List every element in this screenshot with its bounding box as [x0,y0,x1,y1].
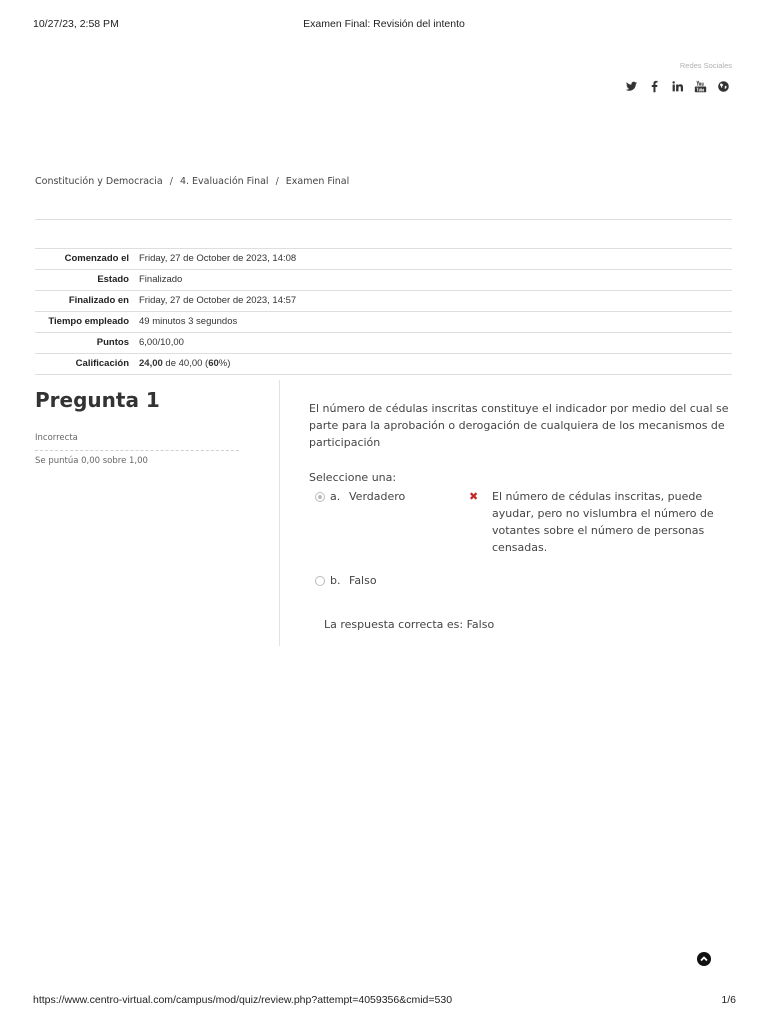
summary-label: Finalizado en [68,295,129,306]
summary-row-started [35,249,732,270]
summary-label: Puntos [96,337,129,348]
summary-label: Estado [97,274,129,285]
answer-prompt: Seleccione una: [309,471,397,484]
right-answer: La respuesta correcta es: Falso [324,618,495,631]
social-label: Redes Sociales [679,61,732,70]
incorrect-icon: ✖ [469,490,479,503]
divider [35,219,732,220]
question-grade: Se puntúa 0,00 sobre 1,00 [35,456,148,466]
social-icons [625,78,730,94]
question-content [309,400,733,633]
option-feedback: El número de cédulas inscritas, puede ayudar, pero no vislumbra el número de votantes sobre el número de personas censadas. [492,490,714,554]
facebook-icon[interactable] [648,80,661,93]
answer-option-b[interactable] [309,572,733,616]
breadcrumb-separator: / [275,176,279,187]
breadcrumb-item-section[interactable]: 4. Evaluación Final [179,176,269,187]
summary-row-finished [35,291,732,312]
page-number: 1/6 [721,994,736,1006]
summary-row-grade [35,354,732,375]
radio-option-a[interactable] [315,492,325,502]
option-letter: b. [330,574,341,587]
summary-value [137,354,732,375]
breadcrumb-item-course[interactable]: Constitución y Democracia [35,176,163,187]
summary-row-points [35,333,732,354]
option-text: Verdadero [349,490,406,503]
summary-value: Finalizado [139,274,183,285]
summary-value: 49 minutos 3 segundos [139,316,238,327]
option-letter: a. [330,490,341,503]
summary-row-state [35,270,732,291]
summary-value: Friday, 27 de October de 2023, 14:57 [139,295,297,306]
print-title: Examen Final: Revisión del intento [303,18,465,30]
question-state: Incorrecta [35,433,239,451]
twitter-icon[interactable] [625,80,638,93]
summary-label: Tiempo empleado [48,316,129,327]
summary-row-time [35,312,732,333]
grade-percent: 60 [208,358,219,369]
globe-icon[interactable] [717,80,730,93]
page-url: https://www.centro-virtual.com/campus/mod/quiz/review.php?attempt=4059356&cmid=530 [33,994,453,1006]
youtube-icon[interactable] [694,80,707,93]
summary-value: 6,00/10,00 [139,337,184,348]
grade-score: 24,00 [139,358,163,369]
summary-label: Calificación [75,358,129,369]
radio-option-b[interactable] [315,576,325,586]
print-header [33,18,735,32]
scroll-top-button[interactable] [697,952,711,966]
breadcrumb-separator: / [169,176,173,187]
linkedin-icon[interactable] [671,80,684,93]
attempt-summary-table [35,248,732,375]
option-text: Falso [349,574,377,587]
grade-middle: de 40,00 ( [162,358,209,369]
answer-option-a[interactable] [309,488,733,570]
print-date: 10/27/23, 2:58 PM [33,18,119,30]
summary-value: Friday, 27 de October de 2023, 14:08 [139,253,297,264]
print-footer [33,994,736,1008]
breadcrumb-item-quiz[interactable]: Examen Final [285,176,350,187]
column-divider [279,380,280,646]
breadcrumb [35,176,349,187]
question-text: El número de cédulas inscritas constituye el indicador por medio del cual se parte para la aprobación o derogación de cualquiera de los mecanismos de participación [309,402,729,449]
grade-end: %) [218,358,231,369]
chevron-up-icon [699,954,709,964]
question-info [35,388,239,466]
summary-label: Comenzado el [64,253,129,264]
question-title: Pregunta 1 [35,388,160,412]
